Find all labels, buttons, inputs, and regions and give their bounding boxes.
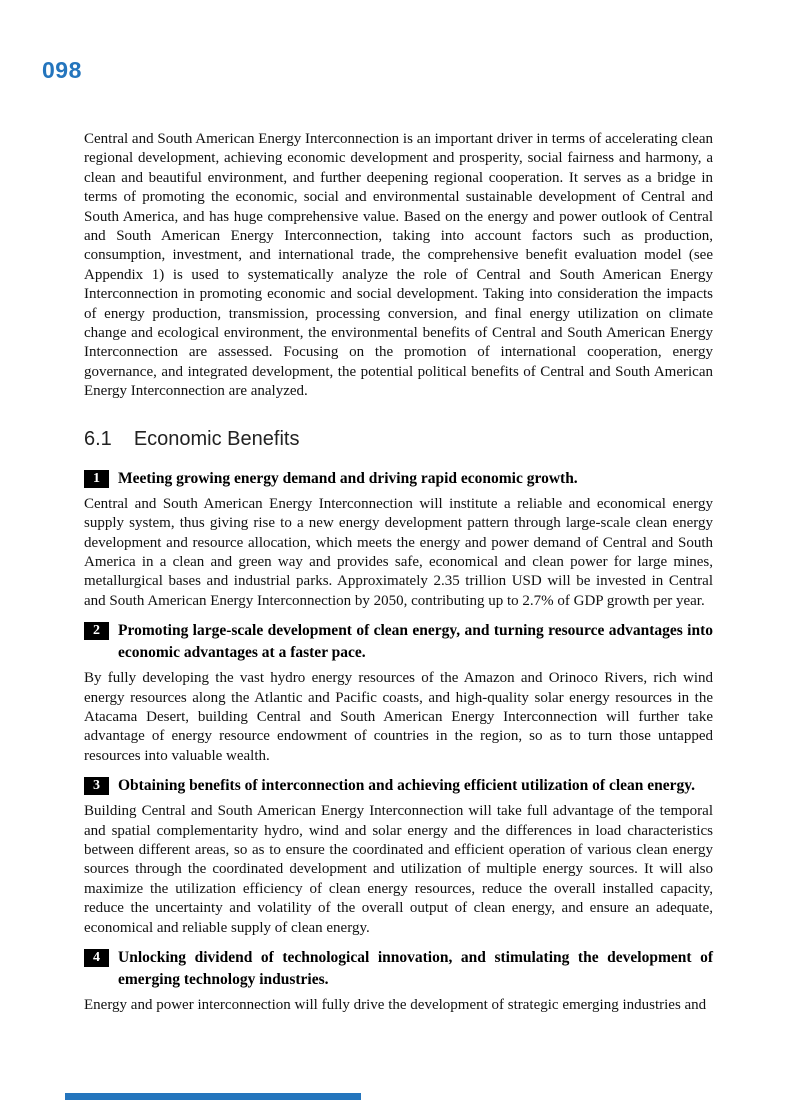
benefit-body-2: By fully developing the vast hydro energy resources of the Amazon and Orinoco Rivers, rich wind energy resources along the Atlantic and Pacific coasts, and high-quality solar energy resources in the Atacama Desert, building Central and South American Energy Interconnection will further take advantage of energy resource endowment of countries in the region, so as to turn those untapped resources into valuable wealth. <box>84 670 713 764</box>
section-heading <box>84 428 713 451</box>
benefit-heading-text: Obtaining benefits of interconnection and achieving efficient utilization of clean energy. <box>118 777 696 795</box>
benefit-heading-1 <box>84 468 713 490</box>
page-content <box>84 130 713 1015</box>
benefit-heading-text: Meeting growing energy demand and driving rapid economic growth. <box>118 469 578 487</box>
benefit-heading-3 <box>84 775 713 797</box>
benefit-number-badge: 3 <box>84 777 109 795</box>
benefit-body-1: Central and South American Energy Interconnection will institute a reliable and economical energy supply system, thus giving rise to a new energy development pattern through large-scale clean energy development and resource allocation, which meets the energy and power demand of Central and South America in a clean and green way and provides safe, economical and clean power for large mines, metallurgical bases and industrial parks. Approximately 2.35 trillion USD will be invested in Central and South American Energy Interconnection by 2050, contributing up to 2.7% of GDP growth per year. <box>84 495 713 609</box>
section-title: Economic Benefits <box>133 427 300 450</box>
benefit-number-badge: 2 <box>84 622 109 640</box>
page-number: 098 <box>42 57 82 83</box>
benefit-heading-text: Unlocking dividend of technological innovation, and stimulating the development of emerging technology industries. <box>118 949 713 988</box>
benefit-number-badge: 1 <box>84 470 109 488</box>
intro-paragraph: Central and South American Energy Interconnection is an important driver in terms of accelerating clean regional development, achieving economic development and prosperity, social fairness and harmony, a clean and beautiful environment, and further deepening regional cooperation. It serves as a bridge in terms of promoting the economic, social and environmental sustainable development of Central and South America, and has huge comprehensive value. Based on the energy and power outlook of Central and South American Energy Interconnection, taking into account factors such as production, consumption, investment, and international trade, the comprehensive benefit evaluation model (see Appendix 1) is used to systematically analyze the role of Central and South American Energy Interconnection in promoting economic and social development. Taking into consideration the impacts of energy production, transmission, processing conversion, and final energy utilization on climate change and ecological environment, the environmental benefits of Central and South American Energy Interconnection are assessed. Focusing on the promotion of international cooperation, energy governance, and integrated development, the potential political benefits of Central and South American Energy Interconnection are analyzed. <box>84 131 713 400</box>
benefit-body-4: Energy and power interconnection will fully drive the development of strategic emerging industries and <box>84 997 707 1013</box>
benefit-number-badge: 4 <box>84 949 109 967</box>
benefit-heading-4 <box>84 947 713 991</box>
footer-accent-bar <box>65 1093 361 1100</box>
benefit-heading-2 <box>84 620 713 664</box>
section-number: 6.1 <box>84 427 112 450</box>
benefit-heading-text: Promoting large-scale development of clean energy, and turning resource advantages into economic advantages at a faster pace. <box>118 622 713 662</box>
benefit-body-3: Building Central and South American Energy Interconnection will take full advantage of the temporal and spatial complementarity hydro, wind and solar energy and the differences in load characteristics between different areas, so as to ensure the coordinated and efficient operation of various clean energy sources through the coordinated development and utilization of multiple energy sources. It will also maximize the utilization efficiency of clean energy resources, reduce the overall installed capacity, reduce the uncertainty and volatility of the overall output of clean energy, and ensure an adequate, economical and reliable supply of clean energy. <box>84 803 713 936</box>
